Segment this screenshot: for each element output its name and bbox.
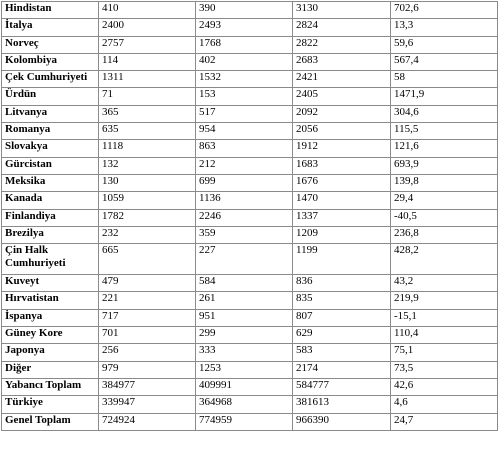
change-cell: 121,6 xyxy=(391,140,498,157)
value-col-3-cell: 2092 xyxy=(293,105,391,122)
value-col-1-cell: 71 xyxy=(99,88,196,105)
value-col-3-cell: 2174 xyxy=(293,361,391,378)
value-col-2-cell: 333 xyxy=(196,344,293,361)
value-col-1-cell: 410 xyxy=(99,2,196,19)
value-col-3-cell: 584777 xyxy=(293,378,391,395)
country-cell: Slovakya xyxy=(2,140,99,157)
value-col-3-cell: 1676 xyxy=(293,174,391,191)
value-col-2-cell: 1253 xyxy=(196,361,293,378)
value-col-3-cell: 2405 xyxy=(293,88,391,105)
value-col-2-cell: 359 xyxy=(196,226,293,243)
table-row xyxy=(2,327,498,344)
value-col-1-cell: 132 xyxy=(99,157,196,174)
value-col-2-cell: 863 xyxy=(196,140,293,157)
country-cell: Kuveyt xyxy=(2,275,99,292)
table-row xyxy=(2,2,498,19)
value-col-2-cell: 951 xyxy=(196,309,293,326)
change-cell: 58 xyxy=(391,71,498,88)
change-cell: 115,5 xyxy=(391,123,498,140)
value-col-3-cell: 2056 xyxy=(293,123,391,140)
country-cell: Çek Cumhuriyeti xyxy=(2,71,99,88)
value-col-3-cell: 2824 xyxy=(293,19,391,36)
country-cell: Meksika xyxy=(2,174,99,191)
value-col-2-cell: 402 xyxy=(196,53,293,70)
value-col-3-cell: 1470 xyxy=(293,192,391,209)
value-col-3-cell: 1337 xyxy=(293,209,391,226)
value-col-1-cell: 979 xyxy=(99,361,196,378)
value-col-3-cell: 381613 xyxy=(293,396,391,413)
country-cell: Gürcistan xyxy=(2,157,99,174)
table-row xyxy=(2,226,498,243)
table-row xyxy=(2,88,498,105)
country-cell: Romanya xyxy=(2,123,99,140)
table-row xyxy=(2,174,498,191)
change-cell: 702,6 xyxy=(391,2,498,19)
value-col-1-cell: 479 xyxy=(99,275,196,292)
change-cell: 24,7 xyxy=(391,413,498,430)
change-cell: 59,6 xyxy=(391,36,498,53)
change-cell: 73,5 xyxy=(391,361,498,378)
value-col-3-cell: 1199 xyxy=(293,244,391,275)
table-row xyxy=(2,209,498,226)
change-cell: 42,6 xyxy=(391,378,498,395)
statistics-table xyxy=(1,1,498,431)
value-col-1-cell: 221 xyxy=(99,292,196,309)
country-cell: Türkiye xyxy=(2,396,99,413)
change-cell: 219,9 xyxy=(391,292,498,309)
value-col-1-cell: 256 xyxy=(99,344,196,361)
value-col-1-cell: 1782 xyxy=(99,209,196,226)
table-row xyxy=(2,396,498,413)
value-col-3-cell: 2683 xyxy=(293,53,391,70)
change-cell: 29,4 xyxy=(391,192,498,209)
value-col-3-cell: 835 xyxy=(293,292,391,309)
value-col-2-cell: 1768 xyxy=(196,36,293,53)
value-col-2-cell: 584 xyxy=(196,275,293,292)
country-cell: Güney Kore xyxy=(2,327,99,344)
change-cell: 428,2 xyxy=(391,244,498,275)
value-col-2-cell: 517 xyxy=(196,105,293,122)
value-col-2-cell: 261 xyxy=(196,292,293,309)
value-col-3-cell: 583 xyxy=(293,344,391,361)
table-row xyxy=(2,71,498,88)
country-cell: Norveç xyxy=(2,36,99,53)
change-cell: -15,1 xyxy=(391,309,498,326)
value-col-3-cell: 966390 xyxy=(293,413,391,430)
value-col-3-cell: 1912 xyxy=(293,140,391,157)
value-col-3-cell: 1209 xyxy=(293,226,391,243)
change-cell: 1471,9 xyxy=(391,88,498,105)
country-cell: Litvanya xyxy=(2,105,99,122)
table-row xyxy=(2,192,498,209)
table-row xyxy=(2,292,498,309)
table-row xyxy=(2,36,498,53)
country-cell: Hırvatistan xyxy=(2,292,99,309)
value-col-2-cell: 153 xyxy=(196,88,293,105)
value-col-1-cell: 130 xyxy=(99,174,196,191)
country-cell: Japonya xyxy=(2,344,99,361)
value-col-2-cell: 390 xyxy=(196,2,293,19)
value-col-1-cell: 339947 xyxy=(99,396,196,413)
change-cell: -40,5 xyxy=(391,209,498,226)
country-cell: İtalya xyxy=(2,19,99,36)
value-col-3-cell: 2822 xyxy=(293,36,391,53)
table-row xyxy=(2,275,498,292)
change-cell: 693,9 xyxy=(391,157,498,174)
country-cell: İspanya xyxy=(2,309,99,326)
change-cell: 13,3 xyxy=(391,19,498,36)
value-col-1-cell: 2757 xyxy=(99,36,196,53)
table-row xyxy=(2,309,498,326)
country-cell: Genel Toplam xyxy=(2,413,99,430)
value-col-3-cell: 629 xyxy=(293,327,391,344)
table-row xyxy=(2,123,498,140)
value-col-1-cell: 717 xyxy=(99,309,196,326)
table-row xyxy=(2,105,498,122)
change-cell: 139,8 xyxy=(391,174,498,191)
value-col-1-cell: 2400 xyxy=(99,19,196,36)
value-col-1-cell: 701 xyxy=(99,327,196,344)
change-cell: 43,2 xyxy=(391,275,498,292)
country-cell: Kanada xyxy=(2,192,99,209)
change-cell: 75,1 xyxy=(391,344,498,361)
change-cell: 304,6 xyxy=(391,105,498,122)
value-col-1-cell: 665 xyxy=(99,244,196,275)
country-cell: Yabancı Toplam xyxy=(2,378,99,395)
table-row xyxy=(2,19,498,36)
value-col-2-cell: 774959 xyxy=(196,413,293,430)
value-col-3-cell: 836 xyxy=(293,275,391,292)
change-cell: 236,8 xyxy=(391,226,498,243)
value-col-1-cell: 635 xyxy=(99,123,196,140)
value-col-3-cell: 3130 xyxy=(293,2,391,19)
value-col-1-cell: 1311 xyxy=(99,71,196,88)
table-row xyxy=(2,413,498,430)
value-col-1-cell: 1059 xyxy=(99,192,196,209)
value-col-2-cell: 2246 xyxy=(196,209,293,226)
country-cell: Ürdün xyxy=(2,88,99,105)
value-col-1-cell: 724924 xyxy=(99,413,196,430)
country-cell: Hindistan xyxy=(2,2,99,19)
value-col-2-cell: 299 xyxy=(196,327,293,344)
value-col-1-cell: 232 xyxy=(99,226,196,243)
value-col-1-cell: 365 xyxy=(99,105,196,122)
country-cell: Çin Halk Cumhuriyeti xyxy=(2,244,99,275)
table-row xyxy=(2,140,498,157)
value-col-2-cell: 364968 xyxy=(196,396,293,413)
value-col-2-cell: 409991 xyxy=(196,378,293,395)
value-col-2-cell: 2493 xyxy=(196,19,293,36)
change-cell: 4,6 xyxy=(391,396,498,413)
value-col-2-cell: 954 xyxy=(196,123,293,140)
value-col-1-cell: 384977 xyxy=(99,378,196,395)
value-col-2-cell: 227 xyxy=(196,244,293,275)
value-col-1-cell: 1118 xyxy=(99,140,196,157)
table-row xyxy=(2,344,498,361)
country-cell: Kolombiya xyxy=(2,53,99,70)
table-row xyxy=(2,244,498,275)
country-cell: Brezilya xyxy=(2,226,99,243)
value-col-3-cell: 1683 xyxy=(293,157,391,174)
table-row xyxy=(2,378,498,395)
change-cell: 567,4 xyxy=(391,53,498,70)
value-col-2-cell: 1532 xyxy=(196,71,293,88)
value-col-1-cell: 114 xyxy=(99,53,196,70)
value-col-2-cell: 699 xyxy=(196,174,293,191)
table-body xyxy=(2,2,498,431)
country-cell: Diğer xyxy=(2,361,99,378)
value-col-3-cell: 807 xyxy=(293,309,391,326)
country-cell: Finlandiya xyxy=(2,209,99,226)
value-col-3-cell: 2421 xyxy=(293,71,391,88)
table-row xyxy=(2,157,498,174)
change-cell: 110,4 xyxy=(391,327,498,344)
value-col-2-cell: 1136 xyxy=(196,192,293,209)
table-row xyxy=(2,361,498,378)
value-col-2-cell: 212 xyxy=(196,157,293,174)
table-row xyxy=(2,53,498,70)
